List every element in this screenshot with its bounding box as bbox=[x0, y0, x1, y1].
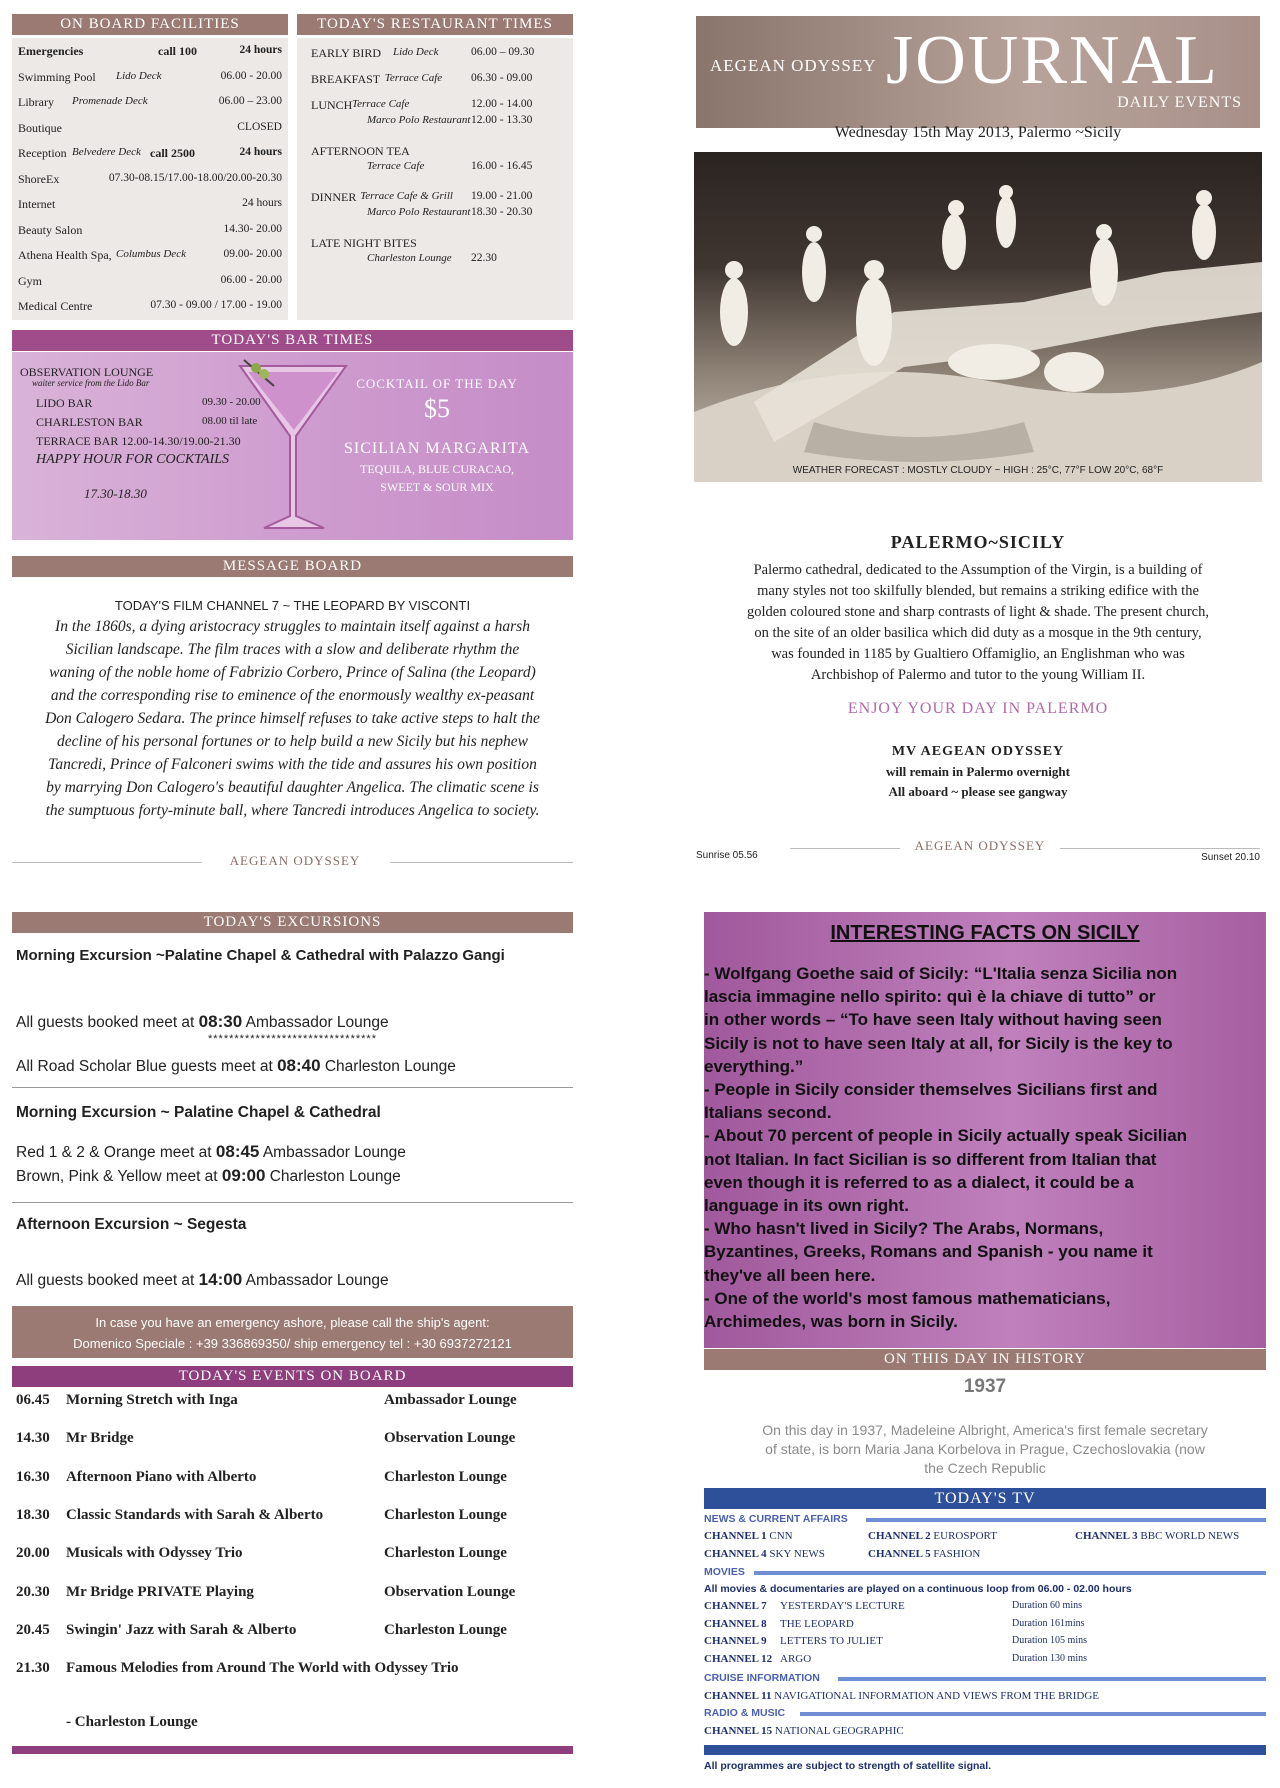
events-list bbox=[12, 1392, 573, 1732]
happy-hour-time: 17.30-18.30 bbox=[84, 486, 147, 501]
cocktail-label: COCKTAIL OF THE DAY bbox=[356, 376, 518, 391]
fact-line: even though it is referred to as a dialect, it could be a bbox=[704, 1172, 1134, 1192]
event-time: 20.00 bbox=[16, 1545, 50, 1562]
excursion-2-meet-b bbox=[16, 1166, 401, 1186]
fact-line: Sicily is not to have seen Italy at all, for Sicily is the key to bbox=[704, 1033, 1173, 1053]
film-description-line: the sumptuous forty-minute ball, where Tancredi introduces Angelica to society. bbox=[45, 802, 540, 819]
ship-status-2: All aboard ~ please see gangway bbox=[888, 784, 1068, 799]
fact-line: - People in Sicily consider themselves Sicilians first and bbox=[704, 1080, 1158, 1099]
facility-row bbox=[12, 223, 288, 243]
tv-movie-duration: Duration 161mins bbox=[1012, 1617, 1085, 1629]
facility-row bbox=[12, 146, 288, 166]
history-year: 1937 bbox=[963, 1376, 1007, 1397]
sunset-time: Sunset 20.10 bbox=[1201, 852, 1260, 863]
restaurant-row bbox=[297, 206, 573, 226]
restaurant-row bbox=[297, 252, 573, 272]
event-place: Ambassador Lounge bbox=[384, 1392, 517, 1408]
excursion-1-meet-a-label: All guests booked meet at bbox=[16, 1014, 195, 1031]
emergency-panel bbox=[12, 1306, 573, 1358]
port-description-line: was founded in 1185 by Gualtiero Offamiglio, an Englishman who was bbox=[771, 646, 1185, 662]
event-time: 14.30 bbox=[16, 1430, 50, 1447]
excursion-2-meet-a bbox=[16, 1142, 406, 1162]
facility-time: CLOSED bbox=[237, 120, 282, 133]
tv-footer: All programmes are subject to strength of satellite signal. bbox=[704, 1760, 992, 1772]
facility-row bbox=[12, 95, 288, 115]
facility-time: 14.30- 20.00 bbox=[223, 222, 282, 235]
bar-panel bbox=[12, 352, 573, 540]
film-description-line: Don Calogero Sedara. The prince himself refuses to take active steps to halt the bbox=[45, 710, 540, 727]
event-name: Famous Melodies from Around The World with Odyssey Trio bbox=[66, 1660, 459, 1677]
facility-name: Swimming Pool bbox=[18, 69, 96, 84]
lido-bar-time: 09.30 - 20.00 bbox=[202, 396, 261, 408]
facility-row bbox=[12, 248, 288, 268]
facility-location: Belvedere Deck bbox=[72, 146, 141, 158]
history-heading: ON THIS DAY IN HISTORY bbox=[704, 1349, 1266, 1370]
facility-name: Emergencies bbox=[18, 44, 84, 58]
facility-name: Medical Centre bbox=[18, 299, 93, 313]
meal-venue: Marco Polo Restaurant bbox=[367, 206, 471, 218]
excursion-1-meet-a-place: Ambassador Lounge bbox=[245, 1014, 389, 1031]
obs-note: waiter service from the Lido Bar bbox=[32, 378, 150, 388]
event-time: 21.30 bbox=[16, 1660, 50, 1677]
excursion-1-title: Morning Excursion ~Palatine Chapel & Cathedral with Palazzo Gangi bbox=[16, 947, 505, 964]
facility-time: 09.00- 20.00 bbox=[223, 248, 282, 260]
facility-name: Reception bbox=[18, 146, 67, 160]
excursion-3-meet bbox=[16, 1270, 389, 1290]
port-description-line: Archbishop of Palermo and tutor to the young William II. bbox=[810, 667, 1146, 683]
meal-venue: Marco Polo Restaurant bbox=[367, 114, 471, 126]
event-place: Charleston Lounge bbox=[384, 1468, 507, 1485]
event-name: Morning Stretch with Inga bbox=[66, 1392, 238, 1408]
meal-name: LUNCH bbox=[311, 98, 353, 112]
port-description-line: many styles not too skilfully blended, but remains a striking edifice with the bbox=[757, 583, 1199, 599]
meal-time: 06.30 - 09.00 bbox=[471, 72, 533, 84]
tv-channel-11: CHANNEL 11 NAVIGATIONAL INFORMATION AND VIEWS FROM THE BRIDGE bbox=[704, 1690, 1100, 1702]
tv-movie-duration: Duration 60 mins bbox=[1012, 1600, 1082, 1611]
fact-line: - One of the world's most famous mathematicians, bbox=[704, 1288, 1111, 1308]
facility-time: 07.30-08.15/17.00-18.00/20.00-20.30 bbox=[108, 171, 282, 184]
fact-line: not Italian. In fact Sicilian is so different from Italian that bbox=[704, 1149, 1157, 1169]
event-row bbox=[12, 1392, 573, 1422]
facility-time: 24 hours bbox=[239, 146, 282, 158]
cocktail-price: $5 bbox=[424, 394, 450, 423]
tv-channel-1: CHANNEL 1 CNN bbox=[704, 1530, 793, 1542]
cocktail-name: SICILIAN MARGARITA bbox=[343, 440, 531, 457]
facility-row bbox=[12, 197, 288, 217]
bar-heading: TODAY'S BAR TIMES bbox=[12, 330, 573, 351]
film-description-line: decline of his personal fortunes or to help build a new Sicily but his nephew bbox=[57, 733, 528, 750]
restaurant-heading: TODAY'S RESTAURANT TIMES bbox=[297, 14, 573, 35]
meal-time: 12.00 - 13.30 bbox=[471, 114, 533, 126]
excursion-1-meet-b-time: 08:40 bbox=[277, 1056, 321, 1075]
film-description-line: and the corresponding rise to eminence of the enormously wealthy ex-peasant bbox=[50, 687, 535, 704]
journal-date: Wednesday 15th May 2013, Palermo ~Sicily bbox=[834, 124, 1122, 141]
fact-line: they've all been here. bbox=[704, 1265, 876, 1285]
tv-radio-heading: RADIO & MUSIC bbox=[704, 1707, 786, 1719]
event-place: Observation Lounge bbox=[384, 1583, 516, 1600]
events-heading: TODAY'S EVENTS ON BOARD bbox=[12, 1366, 573, 1387]
meal-time: 19.00 - 21.00 bbox=[471, 190, 533, 202]
sunrise-time: Sunrise 05.56 bbox=[696, 850, 758, 861]
event-name: Swingin' Jazz with Sarah & Alberto bbox=[66, 1621, 297, 1638]
excursion-1-meet-b-label: All Road Scholar Blue guests meet at bbox=[16, 1058, 273, 1075]
tv-channel-5: CHANNEL 5 FASHION bbox=[868, 1548, 981, 1560]
tv-movie-channel: CHANNEL 12 bbox=[704, 1652, 773, 1665]
fact-line: language in its own right. bbox=[704, 1196, 909, 1215]
terrace-bar: TERRACE BAR 12.00-14.30/19.00-21.30 bbox=[36, 434, 241, 448]
excursion-2-meet-a-label: Red 1 & 2 & Orange meet at bbox=[16, 1144, 212, 1161]
tv-movie-channel: CHANNEL 9 bbox=[704, 1635, 767, 1647]
charleston-bar-time: 08.00 til late bbox=[202, 415, 258, 427]
facility-name: Athena Health Spa, bbox=[18, 248, 112, 262]
cocktail-ingredients-1: TEQUILA, BLUE CURACAO, bbox=[360, 462, 514, 476]
event-row bbox=[12, 1507, 573, 1537]
meal-name: AFTERNOON TEA bbox=[311, 144, 410, 158]
meal-name: DINNER bbox=[311, 190, 357, 204]
restaurant-row bbox=[297, 46, 573, 66]
history-line-2: of state, is born Maria Jana Korbelova in Prague, Czechoslovakia (now bbox=[765, 1441, 1205, 1457]
event-time: 18.30 bbox=[16, 1506, 50, 1523]
events-bottom-bar bbox=[12, 1746, 573, 1754]
fountain-photo bbox=[694, 152, 1262, 482]
restaurant-row bbox=[297, 72, 573, 92]
event-row bbox=[12, 1469, 573, 1499]
tv-news-heading: NEWS & CURRENT AFFAIRS bbox=[704, 1513, 848, 1525]
facility-name: ShoreEx bbox=[18, 171, 60, 186]
ship-status-1: will remain in Palermo overnight bbox=[886, 764, 1070, 779]
facility-row bbox=[12, 70, 288, 90]
fact-line: Byzantines, Greeks, Romans and Spanish - you name it bbox=[704, 1242, 1153, 1262]
weather-forecast: WEATHER FORECAST : MOSTLY CLOUDY ~ HIGH : 25°C, 77°F LOW 20°C, 68°F bbox=[792, 465, 1164, 476]
journal-footer-logo: AEGEAN ODYSSEY bbox=[914, 838, 1046, 853]
obs-lounge: OBSERVATION LOUNGE bbox=[20, 365, 154, 379]
tv-movie-title: THE LEOPARD bbox=[780, 1617, 854, 1630]
excursion-3-meet-time: 14:00 bbox=[198, 1270, 243, 1289]
meal-name: EARLY BIRD bbox=[311, 46, 382, 60]
tv-movies-heading: MOVIES bbox=[704, 1566, 745, 1578]
message-heading: MESSAGE BOARD bbox=[12, 556, 573, 577]
facility-name: Library bbox=[18, 95, 54, 109]
event-time: 20.30 bbox=[16, 1583, 50, 1600]
excursion-2-meet-b-label: Brown, Pink & Yellow meet at bbox=[16, 1168, 218, 1185]
facility-row bbox=[12, 274, 288, 294]
meal-name: LATE NIGHT BITES bbox=[311, 236, 417, 250]
excursion-2-meet-a-place: Ambassador Lounge bbox=[262, 1144, 406, 1161]
event-row bbox=[12, 1622, 573, 1652]
event-name: Classic Standards with Sarah & Alberto bbox=[66, 1506, 324, 1523]
meal-venue: Terrace Cafe bbox=[384, 72, 443, 84]
journal-subtitle: DAILY EVENTS bbox=[1117, 94, 1242, 111]
charleston-bar: CHARLESTON BAR bbox=[36, 415, 143, 429]
facility-name: Gym bbox=[18, 273, 42, 288]
fact-line: - Wolfgang Goethe said of Sicily: “L'Italia senza Sicilia non bbox=[704, 964, 1178, 983]
facilities-table bbox=[12, 38, 288, 320]
tv-movie-channel: CHANNEL 7 bbox=[704, 1600, 767, 1612]
tv-movies-note: All movies & documentaries are played on a continuous loop from 06.00 - 02.00 hours bbox=[704, 1583, 1132, 1595]
facility-time: 07.30 - 09.00 / 17.00 - 19.00 bbox=[150, 299, 282, 311]
journal-title: JOURNAL bbox=[886, 22, 1219, 99]
film-description-line: by marrying Don Calogero's beautiful daughter Angelica. The climatic scene is bbox=[46, 779, 539, 796]
film-description-line: In the 1860s, a dying aristocracy struggles to maintain itself against a harsh bbox=[55, 618, 530, 635]
tv-movie-duration: Duration 130 mins bbox=[1012, 1652, 1087, 1664]
excursion-2-meet-a-time: 08:45 bbox=[215, 1142, 260, 1161]
event-place: Observation Lounge bbox=[384, 1430, 516, 1447]
tv-heading: TODAY'S TV bbox=[704, 1488, 1266, 1509]
history-line-1: On this day in 1937, Madeleine Albright, America's first female secretary bbox=[762, 1422, 1208, 1438]
event-name: Mr Bridge bbox=[66, 1430, 134, 1447]
excursion-1-meet-a-time: 08:30 bbox=[198, 1012, 243, 1031]
meal-time: 12.00 - 14.00 bbox=[471, 98, 533, 110]
fact-line: - About 70 percent of people in Sicily actually speak Sicilian bbox=[704, 1126, 1188, 1146]
excursion-1-meet-b-place: Charleston Lounge bbox=[324, 1058, 456, 1075]
event-name: Mr Bridge PRIVATE Playing bbox=[66, 1583, 254, 1600]
film-description-line: Tancredi, Prince of Falconeri swims with the tide and assures his own position bbox=[48, 756, 537, 773]
event-time: 06.45 bbox=[16, 1392, 50, 1408]
meal-time: 22.30 bbox=[471, 252, 497, 264]
enjoy-day: ENJOY YOUR DAY IN PALERMO bbox=[847, 700, 1109, 717]
restaurant-table bbox=[297, 38, 573, 320]
facility-time: 06.00 – 23.00 bbox=[218, 95, 282, 107]
excursion-3-title: Afternoon Excursion ~ Segesta bbox=[16, 1216, 247, 1233]
film-title: TODAY'S FILM CHANNEL 7 ~ THE LEOPARD BY VISCONTI bbox=[114, 598, 471, 613]
facility-phone: call 2500 bbox=[150, 146, 195, 160]
tv-movie-title: YESTERDAY'S LECTURE bbox=[780, 1600, 905, 1612]
facility-row bbox=[12, 299, 288, 319]
tv-movie-duration: Duration 105 mins bbox=[1012, 1635, 1087, 1646]
emergency-line-1: In case you have an emergency ashore, please call the ship's agent: bbox=[95, 1315, 490, 1330]
facilities-heading: ON BOARD FACILITIES bbox=[12, 14, 288, 35]
facility-time: 24 hours bbox=[242, 197, 282, 209]
facility-location: Promenade Deck bbox=[72, 95, 148, 107]
event-time: 16.30 bbox=[16, 1468, 50, 1485]
meal-venue: Terrace Cafe & Grill bbox=[360, 190, 453, 202]
meal-venue: Terrace Cafe bbox=[367, 160, 425, 172]
excursion-1-meet-b bbox=[16, 1056, 456, 1076]
meal-time: 06.00 – 09.30 bbox=[471, 46, 535, 58]
event-name: Musicals with Odyssey Trio bbox=[66, 1545, 243, 1562]
event-place: Charleston Lounge bbox=[384, 1506, 507, 1523]
meal-venue: Lido Deck bbox=[393, 46, 439, 58]
fact-line: Archimedes, was born in Sicily. bbox=[704, 1312, 958, 1331]
journal-masthead bbox=[696, 16, 1260, 128]
tv-channel-4: CHANNEL 4 SKY NEWS bbox=[704, 1548, 825, 1560]
event-place: Charleston Lounge bbox=[384, 1545, 507, 1562]
tv-channel-15: CHANNEL 15 NATIONAL GEOGRAPHIC bbox=[704, 1725, 904, 1737]
facility-row bbox=[12, 44, 288, 64]
facility-row bbox=[12, 121, 288, 141]
excursion-3-meet-place: Ambassador Lounge bbox=[245, 1272, 389, 1289]
event-row bbox=[12, 1584, 573, 1614]
message-footer-logo: AEGEAN ODYSSEY bbox=[229, 853, 361, 868]
event-row bbox=[12, 1545, 573, 1575]
event-last-line: - Charleston Lounge bbox=[66, 1714, 198, 1730]
tv-bottom-bar bbox=[704, 1745, 1266, 1755]
happy-hour: HAPPY HOUR FOR COCKTAILS bbox=[36, 452, 230, 467]
fact-line: lascia immagine nello spirito: quì è la chiave di tutto” or bbox=[704, 987, 1156, 1007]
meal-venue: Terrace Cafe bbox=[352, 98, 410, 110]
meal-venue: Charleston Lounge bbox=[367, 252, 452, 264]
facility-time: 06.00 - 20.00 bbox=[220, 69, 282, 82]
facility-name: Boutique bbox=[18, 120, 62, 135]
facts-panel bbox=[704, 912, 1266, 1348]
tv-channel-3: CHANNEL 3 BBC WORLD NEWS bbox=[1075, 1530, 1240, 1542]
restaurant-row bbox=[297, 114, 573, 134]
cocktail-ingredients-2: SWEET & SOUR MIX bbox=[380, 480, 494, 494]
tv-movie-title: ARGO bbox=[780, 1652, 812, 1665]
restaurant-row bbox=[297, 160, 573, 180]
excursion-2-title: Morning Excursion ~ Palatine Chapel & Cathedral bbox=[16, 1104, 381, 1121]
event-time: 20.45 bbox=[16, 1621, 50, 1638]
tv-movie-title: LETTERS TO JULIET bbox=[780, 1635, 883, 1647]
port-description-line: Palermo cathedral, dedicated to the Assumption of the Virgin, is a building of bbox=[753, 562, 1203, 578]
fact-line: everything.” bbox=[704, 1056, 804, 1076]
port-description-line: golden coloured stone and sharp contrasts of light & shade. The present church, bbox=[747, 604, 1209, 620]
facility-time: 24 hours bbox=[239, 44, 282, 56]
ship-name: MV AEGEAN ODYSSEY bbox=[891, 744, 1065, 759]
excursion-3-meet-label: All guests booked meet at bbox=[16, 1272, 195, 1289]
excursion-1-meet-a bbox=[16, 1012, 389, 1032]
meal-time: 18.30 - 20.30 bbox=[471, 206, 533, 218]
fact-line: Italians second. bbox=[704, 1103, 832, 1123]
lido-bar: LIDO BAR bbox=[36, 396, 93, 410]
facility-name: Beauty Salon bbox=[18, 222, 83, 237]
facility-name: Internet bbox=[18, 197, 56, 211]
port-title: PALERMO~SICILY bbox=[890, 532, 1066, 552]
facility-phone: call 100 bbox=[158, 44, 197, 58]
history-line-3: the Czech Republic bbox=[924, 1460, 1046, 1476]
tv-cruise-heading: CRUISE INFORMATION bbox=[704, 1672, 820, 1684]
journal-brand: AEGEAN ODYSSEY bbox=[710, 56, 877, 75]
event-row bbox=[12, 1660, 573, 1690]
emergency-line-2: Domenico Speciale : +39 336869350/ ship emergency tel : +30 6937272121 bbox=[73, 1336, 512, 1351]
meal-name: BREAKFAST bbox=[311, 72, 381, 86]
tv-movie-channel: CHANNEL 8 bbox=[704, 1617, 767, 1630]
excursion-2-meet-b-time: 09:00 bbox=[221, 1166, 266, 1185]
facility-location: Columbus Deck bbox=[116, 248, 186, 260]
tv-channel-2: CHANNEL 2 EUROSPORT bbox=[868, 1530, 997, 1542]
facility-time: 06.00 - 20.00 bbox=[220, 273, 282, 286]
tv-movies-list bbox=[704, 1600, 1266, 1672]
event-row bbox=[12, 1430, 573, 1460]
excursion-2-meet-b-place: Charleston Lounge bbox=[269, 1168, 401, 1185]
divider-stars: ******************************** bbox=[208, 1033, 377, 1045]
film-description-line: waning of the noble home of Fabrizio Corbero, Prince of Salina (the Leopard) bbox=[49, 664, 536, 681]
event-place: Charleston Lounge bbox=[384, 1621, 507, 1638]
excursions-heading: TODAY'S EXCURSIONS bbox=[12, 912, 573, 933]
facts-heading: INTERESTING FACTS ON SICILY bbox=[830, 922, 1140, 944]
facility-location: Lido Deck bbox=[116, 69, 162, 82]
fountain-statues-image bbox=[694, 152, 1262, 482]
facility-row bbox=[12, 172, 288, 192]
meal-time: 16.00 - 16.45 bbox=[471, 160, 533, 172]
port-description-line: on the site of an older basilica which did duty as a mosque in the 9th century, bbox=[754, 625, 1202, 641]
fact-line: - Who hasn't lived in Sicily? The Arabs, Normans, bbox=[704, 1219, 1104, 1239]
film-description-line: Sicilian landscape. The film traces with a slow and deliberate rhythm the bbox=[65, 641, 520, 658]
event-name: Afternoon Piano with Alberto bbox=[66, 1468, 257, 1485]
fact-line: in other words – “To have seen Italy without having seen bbox=[704, 1010, 1162, 1030]
